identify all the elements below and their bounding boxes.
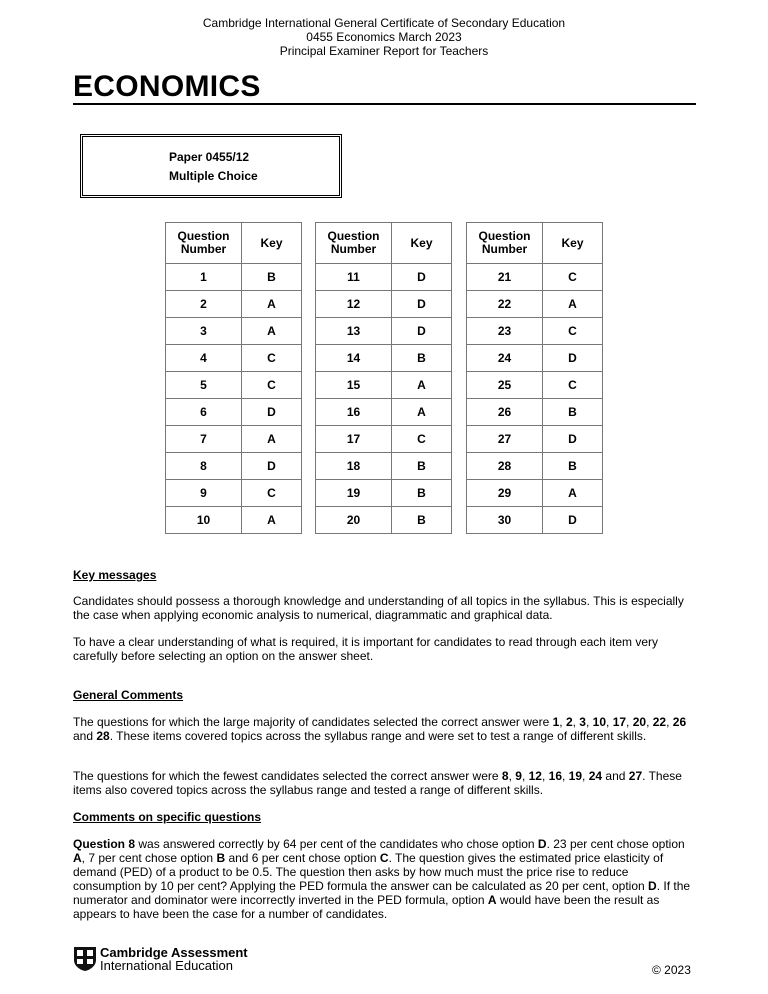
paper-type: Multiple Choice <box>169 169 258 183</box>
title-rule <box>73 103 696 105</box>
header-line-3: Principal Examiner Report for Teachers <box>279 44 489 58</box>
table-row <box>316 480 452 507</box>
question-number-cell: 19 <box>316 480 392 507</box>
answer-key-cell: A <box>392 399 452 426</box>
table-row <box>467 480 603 507</box>
question-number-cell: 27 <box>467 426 543 453</box>
question-number-cell: 8 <box>166 453 242 480</box>
table-row <box>467 291 603 318</box>
question-number: 24 <box>588 769 603 783</box>
question-number-cell: 9 <box>166 480 242 507</box>
question-number-cell: 29 <box>467 480 543 507</box>
question-number-cell: 21 <box>467 264 543 291</box>
table-row <box>166 291 302 318</box>
question-number-cell: 13 <box>316 318 392 345</box>
question-number: 22 <box>652 715 667 729</box>
answer-key-cell: A <box>242 507 302 534</box>
specific-comments-heading: Comments on specific questions <box>73 810 262 824</box>
key-header: Key <box>392 223 452 264</box>
question-number-cell: 1 <box>166 264 242 291</box>
question-number: 27 <box>628 769 643 783</box>
cambridge-logo: Cambridge Assessment International Education <box>100 945 248 973</box>
general-comments-paragraph-1: The questions for which the large majority of candidates selected the correct answer were 1, 2, 3, 10, 17, 20, 22, 26 and 28. These items covered topics across the syllabus range and were set to test a range of different skills. <box>73 715 687 743</box>
table-row <box>316 318 452 345</box>
answer-key-cell: C <box>543 264 603 291</box>
answer-key-table-2 <box>315 222 452 534</box>
question-number-cell: 15 <box>316 372 392 399</box>
table-row <box>316 264 452 291</box>
answer-key-table-1 <box>165 222 302 534</box>
answer-key-cell: C <box>242 372 302 399</box>
table-row <box>166 453 302 480</box>
answer-key-cell: B <box>392 345 452 372</box>
answer-key-cell: A <box>242 291 302 318</box>
question-number-cell: 10 <box>166 507 242 534</box>
question-number-cell: 30 <box>467 507 543 534</box>
answer-key-table-3 <box>466 222 603 534</box>
question-number: 9 <box>515 769 522 783</box>
cambridge-shield-icon <box>73 946 97 972</box>
answer-key-cell: D <box>242 399 302 426</box>
answer-key-cell: C <box>392 426 452 453</box>
table-row <box>166 399 302 426</box>
question-number-cell: 25 <box>467 372 543 399</box>
question-list-hard: 8, 9, 12, 16, 19, 24 and 27 <box>501 769 643 783</box>
table-row <box>316 507 452 534</box>
question-number: 12 <box>528 769 542 783</box>
table-row <box>467 426 603 453</box>
question-number-cell: 3 <box>166 318 242 345</box>
table-row <box>316 399 452 426</box>
answer-key-cell: B <box>392 453 452 480</box>
question-number-header: Question Number <box>316 223 392 264</box>
answer-key-cell: C <box>242 345 302 372</box>
question-number-cell: 7 <box>166 426 242 453</box>
table-row <box>467 372 603 399</box>
answer-key-cell: D <box>543 507 603 534</box>
answer-key-cell: B <box>392 507 452 534</box>
question-number-cell: 6 <box>166 399 242 426</box>
table-row <box>316 453 452 480</box>
page-header <box>0 16 768 58</box>
copyright: © 2023 <box>652 963 691 977</box>
question-number: 26 <box>672 715 687 729</box>
table-row <box>166 264 302 291</box>
table-row <box>467 507 603 534</box>
header-line-2: 0455 Economics March 2023 <box>306 30 462 44</box>
answer-key-cell: A <box>543 480 603 507</box>
table-row <box>467 345 603 372</box>
table-row <box>316 372 452 399</box>
question-number-cell: 16 <box>316 399 392 426</box>
question-number: 19 <box>568 769 583 783</box>
question-number-header: Question Number <box>467 223 543 264</box>
question-number-header: Question Number <box>166 223 242 264</box>
key-header: Key <box>242 223 302 264</box>
question-number-cell: 20 <box>316 507 392 534</box>
answer-key-cell: D <box>543 345 603 372</box>
table-row <box>316 345 452 372</box>
table-row <box>467 399 603 426</box>
key-messages-heading: Key messages <box>73 568 157 582</box>
table-row <box>467 318 603 345</box>
key-messages-paragraph-1: Candidates should possess a thorough knowledge and understanding of all topics in the syllabus. This is especially the case when applying economic analysis to numerical, diagrammatic and graphical data. <box>73 594 684 622</box>
answer-key-cell: B <box>543 453 603 480</box>
question-number: 3 <box>579 715 586 729</box>
question-number-cell: 24 <box>467 345 543 372</box>
question-number-cell: 12 <box>316 291 392 318</box>
question-number-cell: 22 <box>467 291 543 318</box>
answer-key-cell: D <box>392 291 452 318</box>
answer-key-cell: A <box>242 318 302 345</box>
question-number: 2 <box>565 715 573 729</box>
question-number: 17 <box>612 715 627 729</box>
question-8-paragraph: Question 8 was answered correctly by 64 per cent of the candidates who chose option D. 23 per cent chose option A, 7 per cent chose option B and 6 per cent chose option C. The question gives the estimated price elasticity of demand (PED) of a product to be 0.5. The question then asks by how much must the price rise to reduce consumption by 10 per cent? Applying the PED formula the answer can be calculated as 20 per cent, option D. If the numerator and dominator were incorrectly inverted in the PED formula, option A would have been the result as appears to have been the case for a number of candidates. <box>73 837 691 921</box>
answer-key-cell: A <box>543 291 603 318</box>
answer-key-cell: A <box>242 426 302 453</box>
table-row <box>166 507 302 534</box>
question-number-cell: 14 <box>316 345 392 372</box>
question-number-cell: 4 <box>166 345 242 372</box>
table-row <box>166 345 302 372</box>
answer-key-cell: C <box>543 318 603 345</box>
question-number: 28 <box>96 729 110 743</box>
question-number: 16 <box>548 769 562 783</box>
question-number: 8 <box>501 769 509 783</box>
question-list-easy: 1, 2, 3, 10, 17, 20, 22, 26 and 28 <box>73 715 687 743</box>
table-row <box>166 318 302 345</box>
table-row <box>166 480 302 507</box>
question-number: 10 <box>592 715 607 729</box>
key-header: Key <box>543 223 603 264</box>
answer-key-cell: B <box>392 480 452 507</box>
key-messages-paragraph-2: To have a clear understanding of what is required, it is important for candidates to read through each item very carefully before selecting an option on the answer sheet. <box>73 635 658 663</box>
table-row <box>316 291 452 318</box>
question-number-cell: 11 <box>316 264 392 291</box>
answer-key-cell: B <box>242 264 302 291</box>
header-line-1: Cambridge International General Certificate of Secondary Education <box>202 16 566 30</box>
answer-key-cell: A <box>392 372 452 399</box>
question-number: 20 <box>632 715 647 729</box>
table-row <box>316 426 452 453</box>
paper-code: Paper 0455/12 <box>169 150 250 164</box>
general-comments-paragraph-2: The questions for which the fewest candidates selected the correct answer were 8, 9, 12, 16, 19, 24 and 27. These items also covered topics across the syllabus range and tested a range of different skills. <box>73 769 682 797</box>
question-number-cell: 28 <box>467 453 543 480</box>
table-row <box>166 426 302 453</box>
question-number-cell: 18 <box>316 453 392 480</box>
question-number-cell: 26 <box>467 399 543 426</box>
answer-key-cell: D <box>392 264 452 291</box>
answer-key-cell: B <box>543 399 603 426</box>
question-number-cell: 5 <box>166 372 242 399</box>
table-row <box>166 372 302 399</box>
question-number-cell: 17 <box>316 426 392 453</box>
answer-key-cell: C <box>242 480 302 507</box>
page-title: ECONOMICS <box>73 70 261 103</box>
question-number-cell: 2 <box>166 291 242 318</box>
question-number: 1 <box>552 715 560 729</box>
question-number-cell: 23 <box>467 318 543 345</box>
answer-key-cell: D <box>543 426 603 453</box>
table-row <box>467 453 603 480</box>
general-comments-heading: General Comments <box>73 688 184 702</box>
answer-key-cell: D <box>242 453 302 480</box>
answer-key-cell: D <box>392 318 452 345</box>
table-row <box>467 264 603 291</box>
paper-box <box>80 134 342 198</box>
answer-key-cell: C <box>543 372 603 399</box>
